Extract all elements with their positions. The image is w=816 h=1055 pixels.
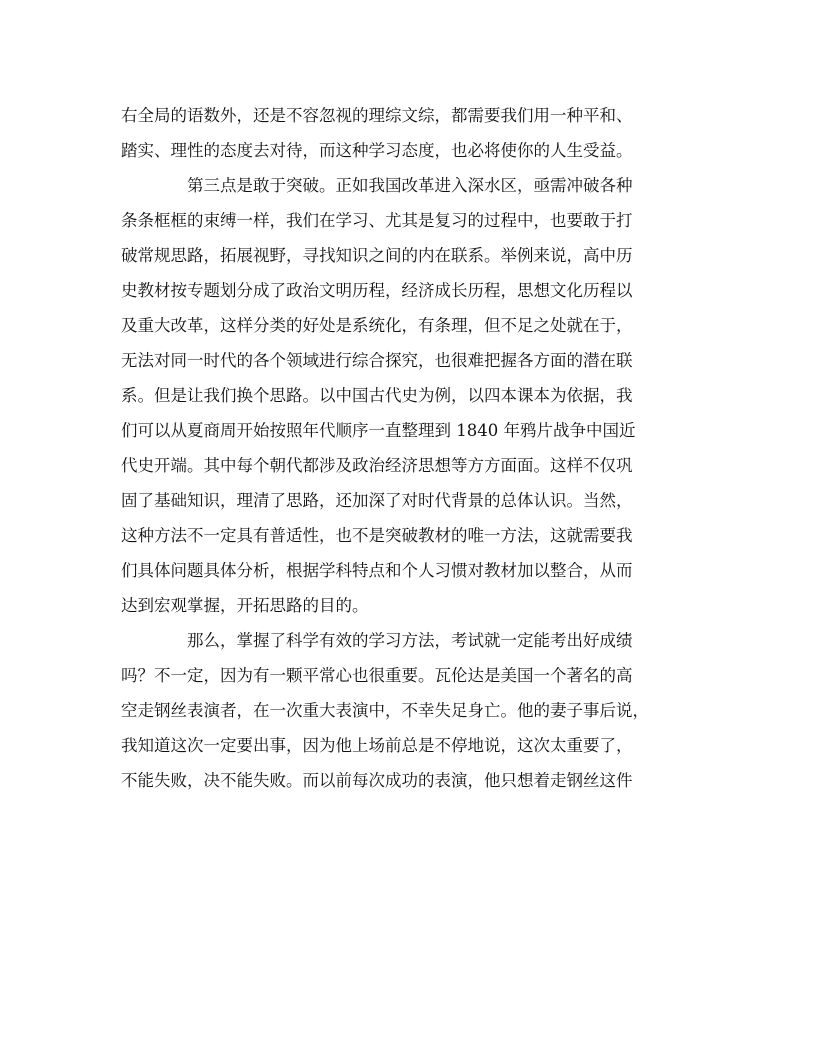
text-line: 达到宏观掌握，开拓思路的目的。 [121, 596, 369, 615]
text-line: 代史开端。其中每个朝代都涉及政治经济思想等方方面面。这样不仅巩 [121, 456, 633, 475]
text-line: 那么，掌握了科学有效的学习方法，考试就一定能考出好成绩 [187, 631, 633, 650]
paragraph-3 [121, 623, 697, 798]
document-body [121, 98, 697, 798]
text-line: 右全局的语数外，还是不容忽视的理综文综，都需要我们用一种平和、 [121, 106, 633, 125]
text-line: 我知道这次一定要出事，因为他上场前总是不停地说，这次太重要了， [121, 736, 633, 755]
text-line: 不能失败，决不能失败。而以前每次成功的表演，他只想着走钢丝这件 [121, 771, 633, 790]
text-line: 破常规思路，拓展视野，寻找知识之间的内在联系。举例来说，高中历 [121, 246, 633, 265]
text-line: 们具体问题具体分析，根据学科特点和个人习惯对教材加以整合，从而 [121, 561, 633, 580]
text-line: 第三点是敢于突破。正如我国改革进入深水区，亟需冲破各种 [187, 176, 633, 195]
text-line: 们可以从夏商周开始按照年代顺序一直整理到 1840 年鸦片战争中国近 [121, 421, 636, 440]
text-line: 系。但是让我们换个思路。以中国古代史为例，以四本课本为依据，我 [121, 386, 633, 405]
text-line: 吗？不一定，因为有一颗平常心也很重要。瓦伦达是美国一个著名的高 [121, 666, 633, 685]
paragraph-2 [121, 168, 697, 623]
text-line: 史教材按专题划分成了政治文明历程，经济成长历程，思想文化历程以 [121, 281, 633, 300]
text-line: 空走钢丝表演者，在一次重大表演中，不幸失足身亡。他的妻子事后说， [121, 701, 649, 720]
text-line: 踏实、理性的态度去对待，而这种学习态度，也必将使你的人生受益。 [121, 141, 633, 160]
text-line: 无法对同一时代的各个领域进行综合探究，也很难把握各方面的潜在联 [121, 351, 633, 370]
text-line: 固了基础知识，理清了思路，还加深了对时代背景的总体认识。当然， [121, 491, 633, 510]
text-line: 及重大改革，这样分类的好处是系统化，有条理，但不足之处就在于， [121, 316, 633, 335]
text-line: 条条框框的束缚一样，我们在学习、尤其是复习的过程中，也要敢于打 [121, 211, 633, 230]
text-line: 这种方法不一定具有普适性，也不是突破教材的唯一方法，这就需要我 [121, 526, 633, 545]
paragraph-1 [121, 98, 697, 168]
